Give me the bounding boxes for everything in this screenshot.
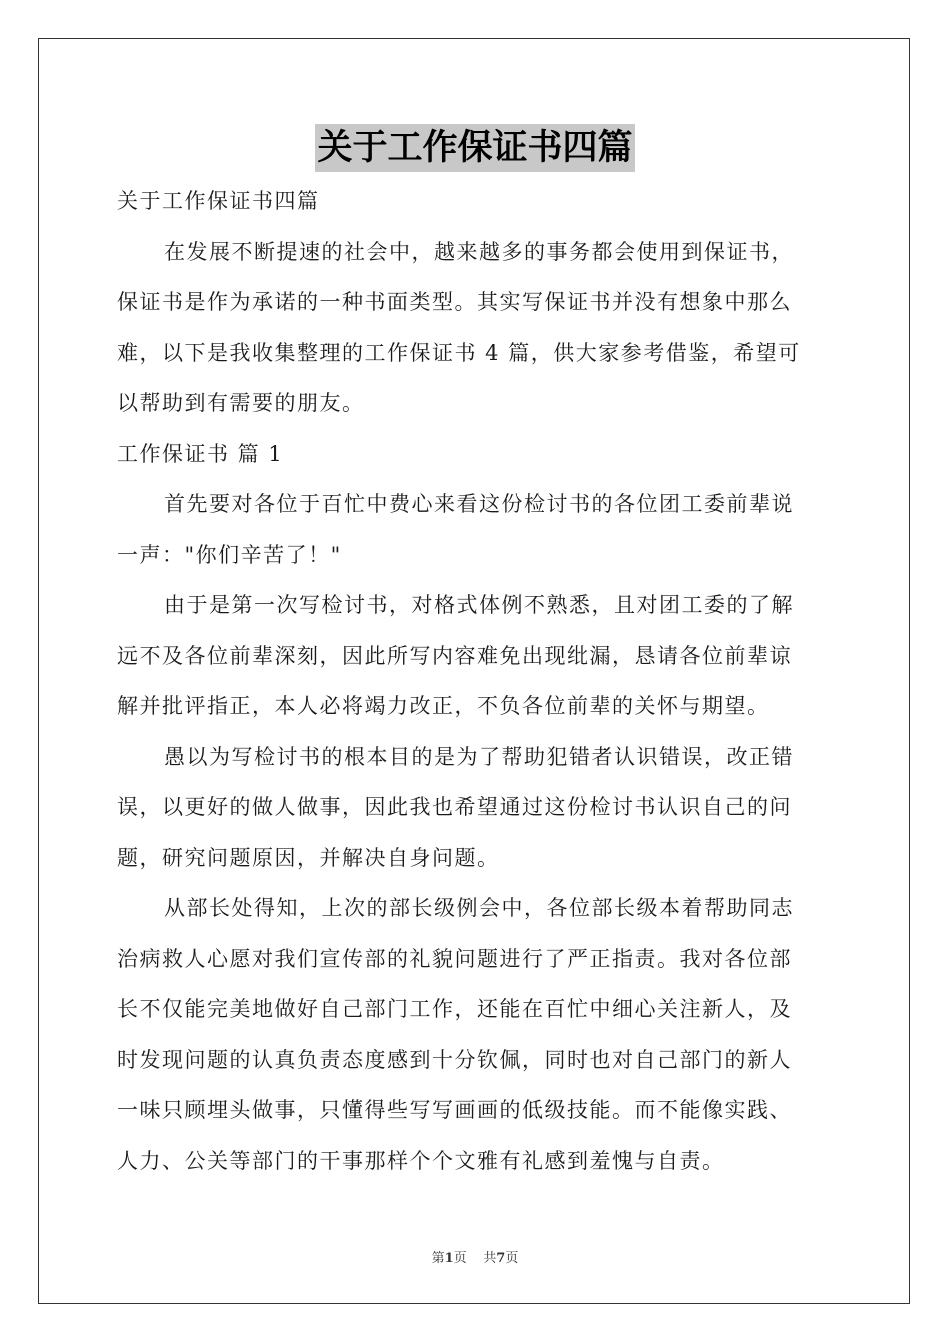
total-prefix: 共: [483, 1251, 497, 1266]
text-line: 人力、公关等部门的干事那样个个文雅有礼感到羞愧与自责。: [117, 1148, 725, 1173]
total-pages: 7: [496, 1251, 506, 1266]
text-line: 误，以更好的做人做事，因此我也希望通过这份检讨书认识自己的问: [117, 795, 792, 819]
text-line: 以帮助到有需要的朋友。: [117, 391, 365, 415]
text-line: 解并批评指正，本人必将竭力改正，不负各位前辈的关怀与期望。: [117, 694, 770, 718]
text-line: 由于是第一次写检讨书，对格式体例不熟悉，且对团工委的了解: [164, 593, 794, 617]
text-line: 难，以下是我收集整理的工作保证书 4 篇，供大家参考借鉴，希望可: [117, 340, 801, 365]
text-line: 治病救人心愿对我们宣传部的礼貌问题进行了严正指责。我对各位部: [117, 946, 792, 971]
text-line: 从部长处得知，上次的部长级例会中，各位部长级本着帮助同志: [164, 896, 794, 920]
text-line: 长不仅能完美地做好自己部门工作，还能在百忙中细心关注新人，及: [117, 997, 792, 1021]
text-line: 一味只顾埋头做事，只懂得些写写画画的低级技能。而不能像实践、: [117, 1098, 792, 1122]
total-suffix: 页: [505, 1251, 519, 1266]
text-line: 远不及各位前辈深刻，因此所写内容难免出现纰漏，恳请各位前辈谅: [117, 643, 792, 668]
text-line: 首先要对各位于百忙中费心来看这份检讨书的各位团工委前辈说: [164, 492, 794, 516]
title-container: [0, 124, 950, 172]
section-heading: 工作保证书 篇 1: [117, 441, 284, 466]
page-title: 关于工作保证书四篇: [315, 124, 634, 172]
text-line: 在发展不断提速的社会中，越来越多的事务都会使用到保证书，: [164, 239, 794, 264]
text-line: 愚以为写检讨书的根本目的是为了帮助犯错者认识错误，改正错: [164, 744, 794, 769]
subtitle-line: 关于工作保证书四篇: [117, 189, 320, 213]
page-prefix: 第: [431, 1251, 445, 1266]
text-line: 题，研究问题原因，并解决自身问题。: [117, 845, 500, 870]
page-suffix: 页: [453, 1251, 467, 1266]
text-line: 时发现问题的认真负责态度感到十分钦佩，同时也对自己部门的新人: [117, 1047, 792, 1072]
text-line: 保证书是作为承诺的一种书面类型。其实写保证书并没有想象中那么: [117, 290, 792, 314]
text-line: 一声："你们辛苦了！": [117, 542, 342, 567]
document-body: [117, 176, 835, 1186]
page-number: 1: [444, 1251, 454, 1266]
page-footer: [0, 1247, 950, 1266]
